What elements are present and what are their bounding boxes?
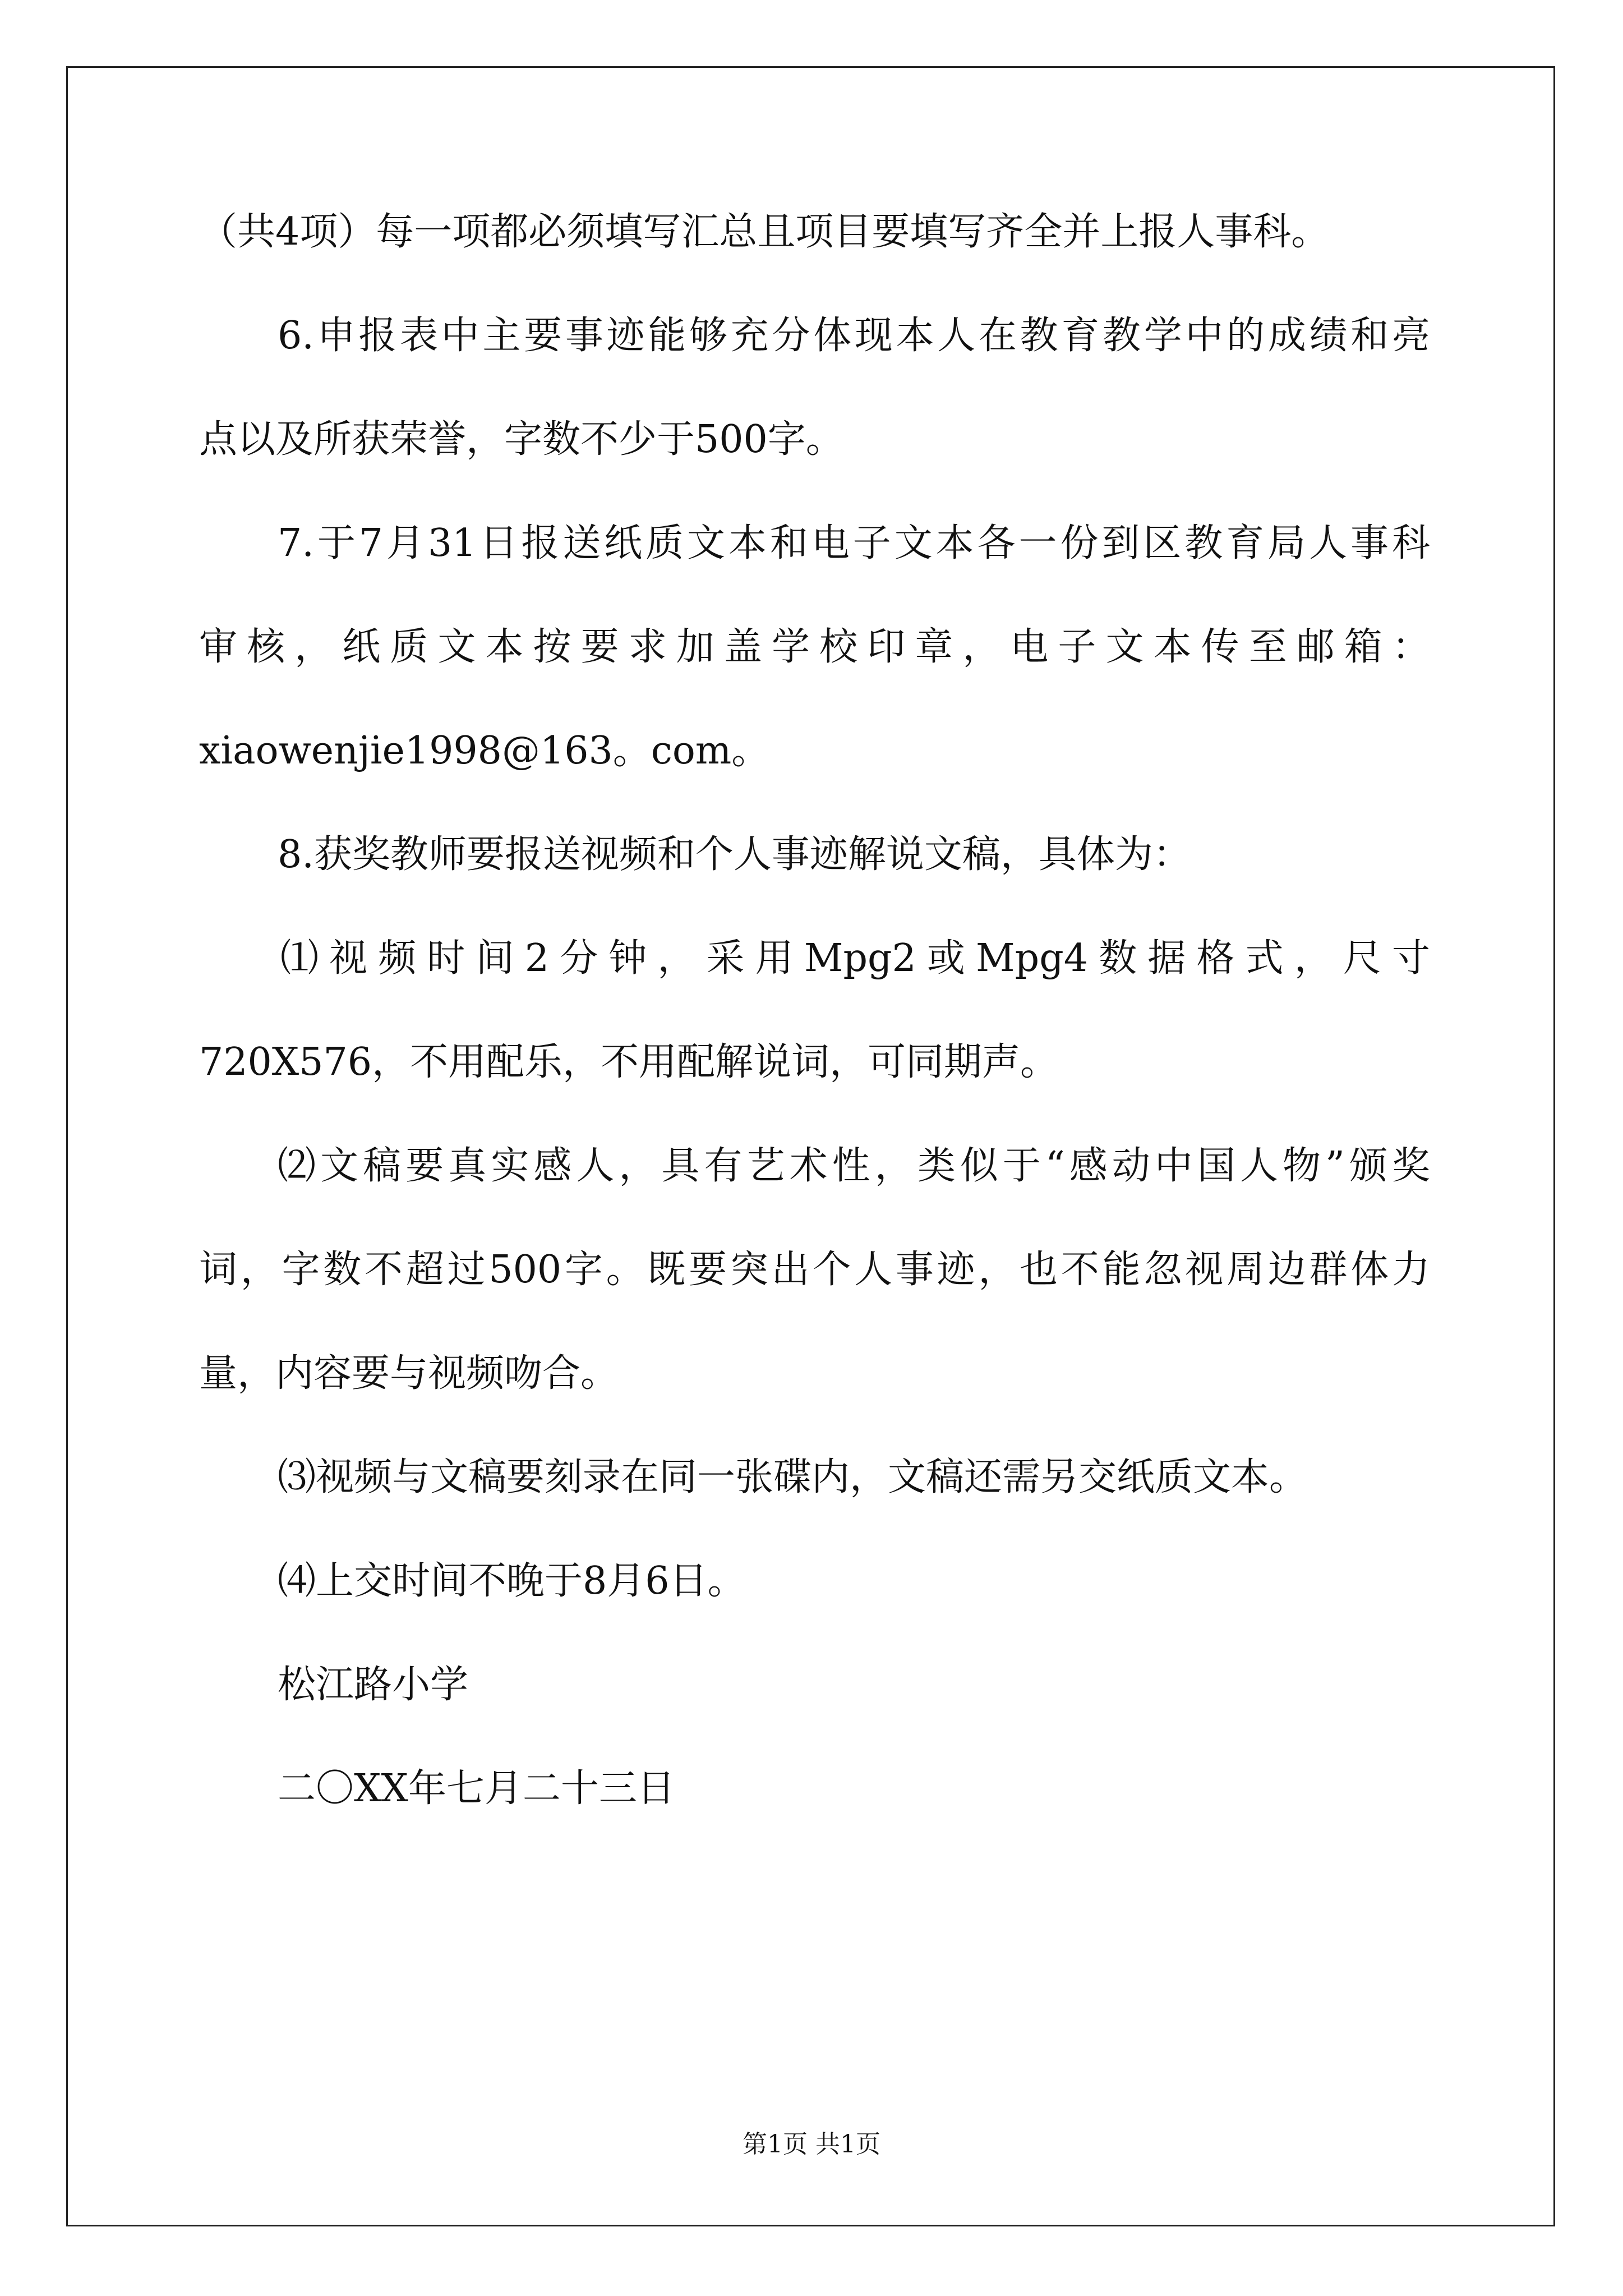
- email-line: xiaowenjie1998@163。com。: [199, 729, 770, 773]
- paragraph-line-2: 6.申报表中主要事迹能够充分体现本人在教育教学中的成绩和亮: [278, 314, 1430, 358]
- paragraph-line-9: 720Ⅹ576，不用配乐，不用配解说词，可同期声。: [199, 1040, 1058, 1084]
- signature-date: 二〇XX年七月二十三日: [278, 1766, 675, 1811]
- page-number-footer: 第1页 共1页: [743, 2130, 880, 2159]
- paragraph-line-4: 7.于7月31日报送纸质文本和电子文本各一份到区教育局人事科: [278, 521, 1430, 565]
- paragraph-line-10: ⑵文稿要真实感人，具有艺术性，类似于“感动中国人物”颁奖: [278, 1144, 1430, 1188]
- paragraph-line-13: ⑶视频与文稿要刻录在同一张碟内，文稿还需另交纸质文本。: [278, 1455, 1308, 1499]
- paragraph-line-8: ⑴视频时间2分钟，采用Mpg2或Mpg4数据格式，尺寸: [280, 936, 1430, 981]
- paragraph-line-5: 审核，纸质文本按要求加盖学校印章，电子文本传至邮箱：: [199, 625, 1430, 669]
- paragraph-line-3: 点以及所获荣誉，字数不少于500字。: [199, 417, 844, 462]
- paragraph-line-14: ⑷上交时间不晚于8月6日。: [278, 1559, 746, 1603]
- paragraph-line-7: 8.获奖教师要报送视频和个人事迹解说文稿，具体为：: [278, 832, 1191, 877]
- paragraph-line-11: 词，字数不超过500字。既要突出个人事迹，也不能忽视周边群体力: [199, 1248, 1430, 1292]
- paragraph-line-1: （共4项）每一项都必须填写汇总且项目要填写齐全并上报人事科。: [199, 210, 1330, 254]
- signature-school: 松江路小学: [278, 1663, 469, 1707]
- paragraph-line-12: 量，内容要与视频吻合。: [199, 1351, 619, 1396]
